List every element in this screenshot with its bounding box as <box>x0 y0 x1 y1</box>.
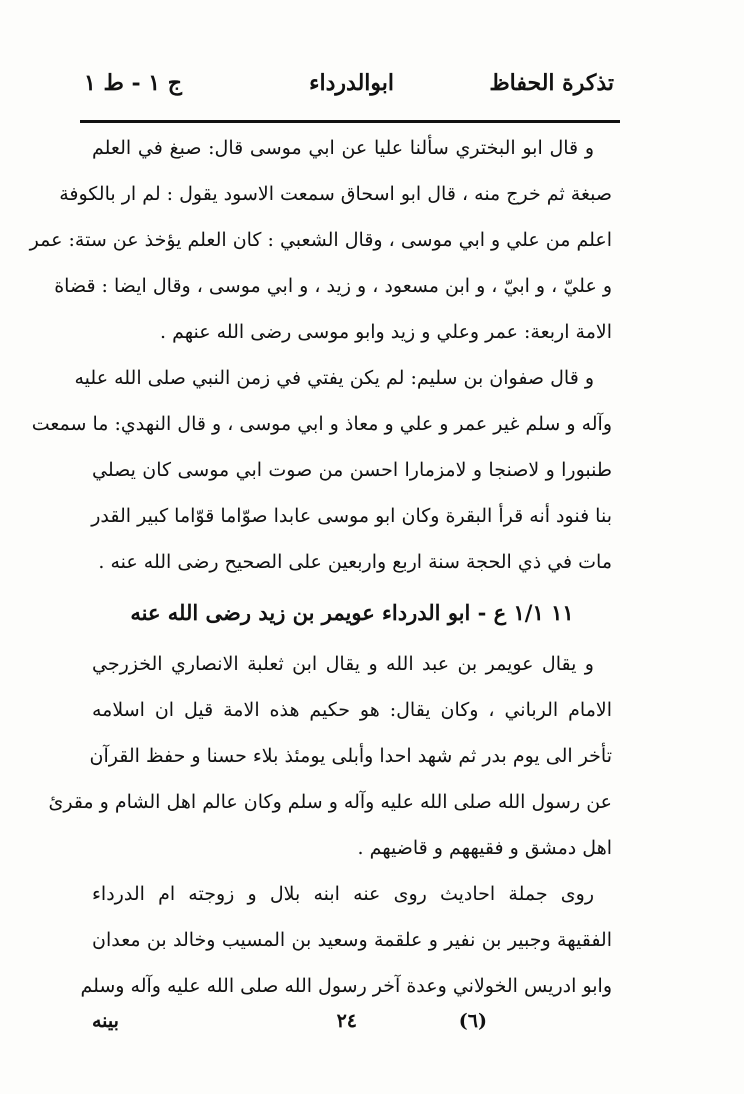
text-line: بنا فنود أنه قرأ البقرة وكان ابو موسى عابدا صوّاما قوّاما كبير القدر <box>91 505 612 527</box>
paragraph <box>48 641 612 871</box>
text-line: صبغة ثم خرج منه ، قال ابو اسحاق سمعت الاسود يقول : لم ار بالكوفة <box>59 183 612 205</box>
text-line: و قال صفوان بن سليم: لم يكن يفتي في زمن النبي صلى الله عليه <box>74 367 594 389</box>
catchword: بينه <box>92 1010 119 1032</box>
text-line: و يقال عويمر بن عبد الله و يقال ابن ثعلبة الانصاري الخزرجي <box>92 653 594 675</box>
text-line: الفقيهة وجبير بن نفير و علقمة وسعيد بن المسيب وخالد بن معدان <box>92 929 612 951</box>
section-heading: ١١ ١/١ ع - ابو الدرداء عويمر بن زيد رضى الله عنه <box>130 600 574 625</box>
entry-name: ابوالدرداء <box>309 70 394 96</box>
text-line: عن رسول الله صلى الله عليه وآله و سلم وكان عالم اهل الشام و مقرئ <box>48 791 612 813</box>
text-line: الامام الرباني ، وكان يقال: هو حكيم هذه الامة قيل ان اسلامه <box>92 699 612 721</box>
text-line: وابو ادريس الخولاني وعدة آخر رسول الله صلى الله عليه وآله وسلم <box>80 975 612 997</box>
signature-mark: (٦) <box>458 1010 487 1032</box>
text-line: اهل دمشق و فقيههم و قاضيهم . <box>357 837 612 859</box>
text-line: تأخر الى يوم بدر ثم شهد احدا وأبلى يومئذ بلاء حسنا و حفظ القرآن <box>89 745 612 767</box>
text-line: مات في ذي الحجة سنة اربع واربعين على الصحيح رضى الله عنه . <box>98 551 612 573</box>
text-line: وآله و سلم غير عمر و علي و معاذ و ابي موسى ، و قال النهدي: ما سمعت <box>31 413 612 435</box>
paragraph <box>31 355 612 585</box>
text-line: و عليّ ، و ابيّ ، و ابن مسعود ، و زيد ، و ابي موسى ، وقال ايضا : قضاة <box>54 275 612 297</box>
text-line: روى جملة احاديث روى عنه ابنه بلال و زوجته ام الدرداء <box>92 883 594 905</box>
page-number: ٢٤ <box>336 1010 357 1032</box>
text-line: الامة اربعة: عمر وعلي و زيد وابو موسى رضى الله عنهم . <box>160 321 612 343</box>
paragraph <box>80 871 612 1009</box>
text-line: و قال ابو البختري سألنا عليا عن ابي موسى قال: صبغ في العلم <box>92 137 594 159</box>
volume-part: ج ١ - ط ١ <box>84 70 182 96</box>
text-line: اعلم من علي و ابي موسى ، وقال الشعبي : كان العلم يؤخذ عن ستة: عمر <box>29 229 612 251</box>
book-title: تذكرة الحفاظ <box>489 70 614 96</box>
paragraph <box>29 125 612 355</box>
text-line: طنبورا و لاصنجا و لامزمارا احسن من صوت ابي موسى كان يصلي <box>92 459 612 481</box>
header-rule <box>80 120 620 123</box>
body-text <box>29 125 612 1009</box>
running-header <box>84 70 614 110</box>
page-footer <box>92 1010 612 1040</box>
